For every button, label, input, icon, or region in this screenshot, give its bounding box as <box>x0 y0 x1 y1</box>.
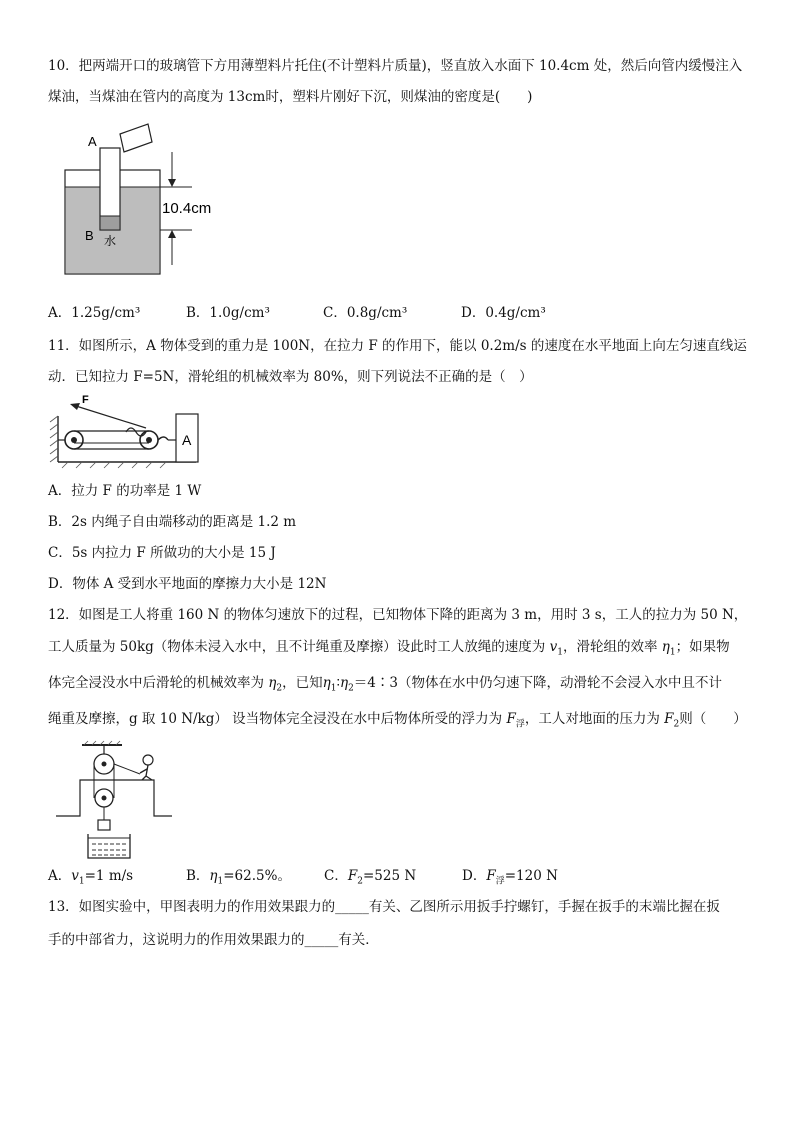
q10-text-line1: 10．把两端开口的玻璃管下方用薄塑料片托住(不计塑料片质量)，竖直放入水面下 10.4cm 处，然后向管内缓慢注入 <box>48 58 743 74</box>
water-lines <box>92 844 126 855</box>
q11-text-line1: 11．如图所示，A 物体受到的重力是 100N，在拉力 F 的作用下，能以 0.2m/s 的速度在水平地面上向左匀速直线运 <box>48 338 747 354</box>
q10-option-d: D．0.4g/cm³ <box>461 305 546 321</box>
label-a: A <box>88 134 97 149</box>
rope-hook <box>126 428 146 436</box>
q12-text-line1: 12．如图是工人将重 160 N 的物体匀速放下的过程，已知物体下降的距离为 3 m，用时 3 s，工人的拉力为 50 N， <box>48 607 748 623</box>
q11-option-c: C．5s 内拉力 F 所做功的大小是 15 J <box>48 545 276 561</box>
worker-head <box>143 755 153 765</box>
label-depth: 10.4cm <box>162 200 212 217</box>
q11-option-d: D．物体 A 受到水平地面的摩擦力大小是 12N <box>48 576 327 592</box>
q10-tube-diagram <box>60 120 230 280</box>
q10-text-line2: 煤油，当煤油在管内的高度为 13cm时，塑料片刚好下沉，则煤油的密度是( ) <box>48 89 533 105</box>
q11-option-a: A．拉力 F 的功率是 1 W <box>48 483 202 499</box>
rope-to-worker <box>114 764 140 774</box>
q13-text-line1: 13．如图实验中，甲图表明力的作用效果跟力的_____有关、乙图所示用扳手拧螺钉，手握在扳手的末端比握在扳 <box>48 899 720 915</box>
ground-hatch <box>62 462 166 468</box>
wall-hatch <box>50 416 58 462</box>
label-b: B <box>85 228 94 243</box>
q12-text-line4: 绳重及摩擦，g 取 10 N/kg） 设当物体完全浸没在水中后物体所受的浮力为 $F_浮$，工人对地面的压力为 $F_2$则（ ） <box>48 711 747 730</box>
worker-body <box>140 765 152 780</box>
q12-text-line2: 工人质量为 50kg（物体未浸入水中，且不计绳重及摩擦）设此时工人放绳的速度为 $v_1$，滑轮组的效率 $\eta_1$；如果物 <box>48 639 730 658</box>
q13-text-line2: 手的中部省力，这说明力的作用效果跟力的_____有关． <box>48 932 379 948</box>
pull-force-line <box>76 406 146 428</box>
q10-option-b: B．1.0g/cm³ <box>186 305 270 321</box>
q10-option-c: C．0.8g/cm³ <box>323 305 408 321</box>
q10-option-a: A．1.25g/cm³ <box>48 305 141 321</box>
arrowhead-down <box>168 179 176 187</box>
q12-option-c: C．$F_2=525$ N <box>324 868 417 887</box>
q11-text-line2: 动．已知拉力 F=5N，滑轮组的机械效率为 80%，则下列说法不正确的是（ ） <box>48 369 533 385</box>
q12-worker-pulley-diagram <box>54 740 174 860</box>
q11-option-b: B．2s 内绳子自由端移动的距离是 1.2 m <box>48 514 297 530</box>
q12-option-b: B．$\eta_1=62.5\%$。 <box>186 868 291 887</box>
arrowhead-up <box>168 230 176 238</box>
pull-force-arrowhead <box>70 403 80 410</box>
plastic-sheet <box>100 216 120 230</box>
label-water: 水 <box>104 234 117 248</box>
kerosene-beaker <box>120 124 152 152</box>
label-a: A <box>182 432 192 448</box>
hanging-object <box>98 820 110 830</box>
label-f: F <box>82 394 89 406</box>
q12-text-line3: 体完全浸没水中后滑轮的机械效率为 $\eta_2$，已知$\eta_1∶\eta_2=4∶3$（物体在水中仍匀速下降，动滑轮不会浸入水中且不计 <box>48 675 722 694</box>
q11-pulley-diagram <box>46 392 206 470</box>
pulley-hook <box>158 437 168 440</box>
q12-option-d: D．$F_浮=120$ N <box>462 868 558 887</box>
q12-option-a: A．$v_1=1$ m/s <box>48 868 134 887</box>
